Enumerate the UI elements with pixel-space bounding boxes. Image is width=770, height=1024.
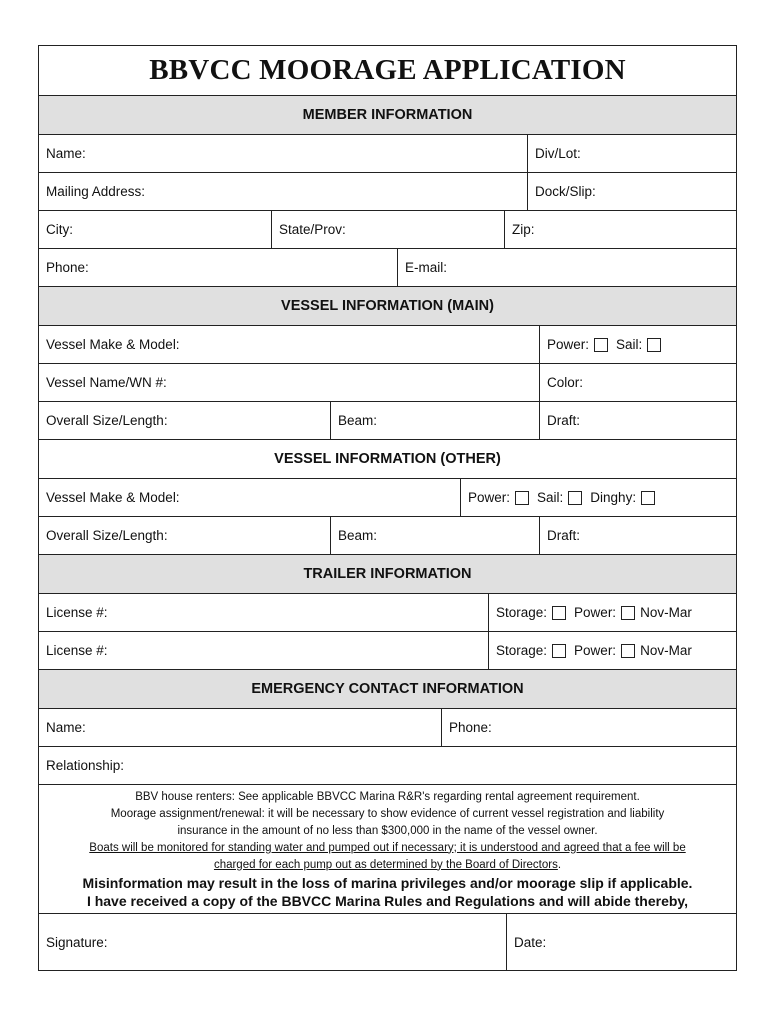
notice-renters-line: BBV house renters: See applicable BBVCC Marina R&R's regarding rental agreement requirement. — [135, 790, 640, 803]
member-row-name — [39, 134, 736, 172]
title-row — [39, 46, 736, 95]
emergency-phone-field[interactable]: Phone: — [441, 709, 736, 746]
vessel-other-sail-checkbox[interactable] — [568, 491, 582, 505]
member-row-address — [39, 172, 736, 210]
vessel-main-sail-label: Sail: — [616, 337, 643, 352]
vessel-other-section-header — [39, 439, 736, 478]
member-section-title: MEMBER INFORMATION — [302, 107, 473, 123]
emergency-section-header — [39, 669, 736, 708]
vessel-main-power-checkbox[interactable] — [594, 338, 608, 352]
emergency-row-relationship — [39, 746, 736, 784]
emergency-row-name — [39, 708, 736, 746]
vessel-main-beam-field[interactable]: Beam: — [330, 402, 539, 439]
member-phone-field[interactable]: Phone: — [46, 260, 89, 275]
form-title: BBVCC MOORAGE APPLICATION — [149, 54, 626, 86]
trailer-storage-label-1: Storage: — [496, 605, 548, 620]
signature-row — [39, 913, 736, 970]
member-section-header — [39, 95, 736, 134]
vessel-name-wn-field[interactable]: Vessel Name/WN #: — [46, 375, 167, 390]
zip-field[interactable]: Zip: — [504, 211, 736, 248]
trailer-options-cell-1 — [488, 594, 736, 631]
notice-fee-line — [214, 857, 561, 874]
notice-fee-period: . — [557, 858, 562, 871]
trailer-period-label-1: Nov-Mar — [640, 605, 692, 620]
vessel-other-make-model-field[interactable]: Vessel Make & Model: — [46, 490, 180, 505]
vessel-main-size-field[interactable]: Overall Size/Length: — [46, 413, 168, 428]
vessel-main-sail-checkbox[interactable] — [647, 338, 661, 352]
vessel-other-draft-field[interactable]: Draft: — [539, 517, 736, 554]
notice-pumpout-line: Boats will be monitored for standing water and pumped out if necessary; it is understood and agreed that a fee will be — [89, 841, 686, 854]
vessel-other-size-field[interactable]: Overall Size/Length: — [46, 528, 168, 543]
vessel-color-field[interactable]: Color: — [539, 364, 736, 401]
trailer-options-cell-2 — [488, 632, 736, 669]
vessel-other-sail-label: Sail: — [537, 490, 564, 505]
trailer-power-checkbox-2[interactable] — [621, 644, 635, 658]
trailer-power-checkbox-1[interactable] — [621, 606, 635, 620]
vessel-other-row-size — [39, 516, 736, 554]
notice-misinformation-line: Misinformation may result in the loss of marina privileges and/or moorage slip if applicable. — [82, 874, 693, 891]
email-field[interactable]: E-mail: — [397, 249, 736, 286]
vessel-main-row-make — [39, 325, 736, 363]
trailer-period-label-2: Nov-Mar — [640, 643, 692, 658]
trailer-storage-checkbox-2[interactable] — [552, 644, 566, 658]
trailer-power-label-2: Power: — [574, 643, 617, 658]
date-field[interactable]: Date: — [506, 914, 736, 970]
dock-slip-field[interactable]: Dock/Slip: — [527, 173, 736, 210]
member-div-lot-field[interactable]: Div/Lot: — [527, 135, 736, 172]
vessel-main-section-title: VESSEL INFORMATION (MAIN) — [281, 298, 494, 314]
signature-field[interactable]: Signature: — [46, 934, 108, 950]
vessel-main-type-cell — [539, 326, 736, 363]
notice-insurance-line: insurance in the amount of no less than $300,000 in the name of the vessel owner. — [177, 824, 598, 837]
trailer-row-1 — [39, 593, 736, 631]
trailer-row-2 — [39, 631, 736, 669]
vessel-other-power-checkbox[interactable] — [515, 491, 529, 505]
trailer-license-field-1[interactable]: License #: — [46, 605, 108, 620]
vessel-main-row-name — [39, 363, 736, 401]
emergency-section-title: EMERGENCY CONTACT INFORMATION — [251, 681, 524, 697]
vessel-main-row-size — [39, 401, 736, 439]
notice-fee-text: charged for each pump out as determined by the Board of Directors — [213, 858, 558, 871]
vessel-main-make-model-field[interactable]: Vessel Make & Model: — [46, 337, 180, 352]
trailer-storage-label-2: Storage: — [496, 643, 548, 658]
vessel-other-dinghy-checkbox[interactable] — [641, 491, 655, 505]
notice-rules-line: I have received a copy of the BBVCC Marina Rules and Regulations and will abide thereby, — [86, 892, 689, 909]
notice-text-block — [39, 785, 736, 913]
vessel-other-beam-field[interactable]: Beam: — [330, 517, 539, 554]
vessel-main-power-label: Power: — [547, 337, 590, 352]
vessel-main-section-header — [39, 286, 736, 325]
vessel-main-draft-field[interactable]: Draft: — [539, 402, 736, 439]
notice-renewal-line: Moorage assignment/renewal: it will be necessary to show evidence of current vessel registration and liability — [110, 807, 665, 820]
city-field[interactable]: City: — [46, 222, 73, 237]
relationship-field[interactable]: Relationship: — [46, 758, 125, 773]
moorage-application-form — [38, 45, 737, 971]
vessel-other-dinghy-label: Dinghy: — [590, 490, 637, 505]
state-prov-field[interactable]: State/Prov: — [271, 211, 504, 248]
vessel-other-type-cell — [460, 479, 736, 516]
mailing-address-field[interactable]: Mailing Address: — [46, 184, 146, 199]
trailer-section-header — [39, 554, 736, 593]
trailer-storage-checkbox-1[interactable] — [552, 606, 566, 620]
trailer-section-title: TRAILER INFORMATION — [303, 566, 472, 582]
notice-row — [39, 784, 736, 913]
member-name-field[interactable]: Name: — [46, 146, 86, 161]
member-row-city — [39, 210, 736, 248]
trailer-license-field-2[interactable]: License #: — [46, 643, 108, 658]
vessel-other-section-title: VESSEL INFORMATION (OTHER) — [274, 451, 501, 467]
trailer-power-label-1: Power: — [574, 605, 617, 620]
vessel-other-power-label: Power: — [468, 490, 511, 505]
vessel-other-row-make — [39, 478, 736, 516]
member-row-phone — [39, 248, 736, 286]
emergency-name-field[interactable]: Name: — [46, 720, 86, 735]
